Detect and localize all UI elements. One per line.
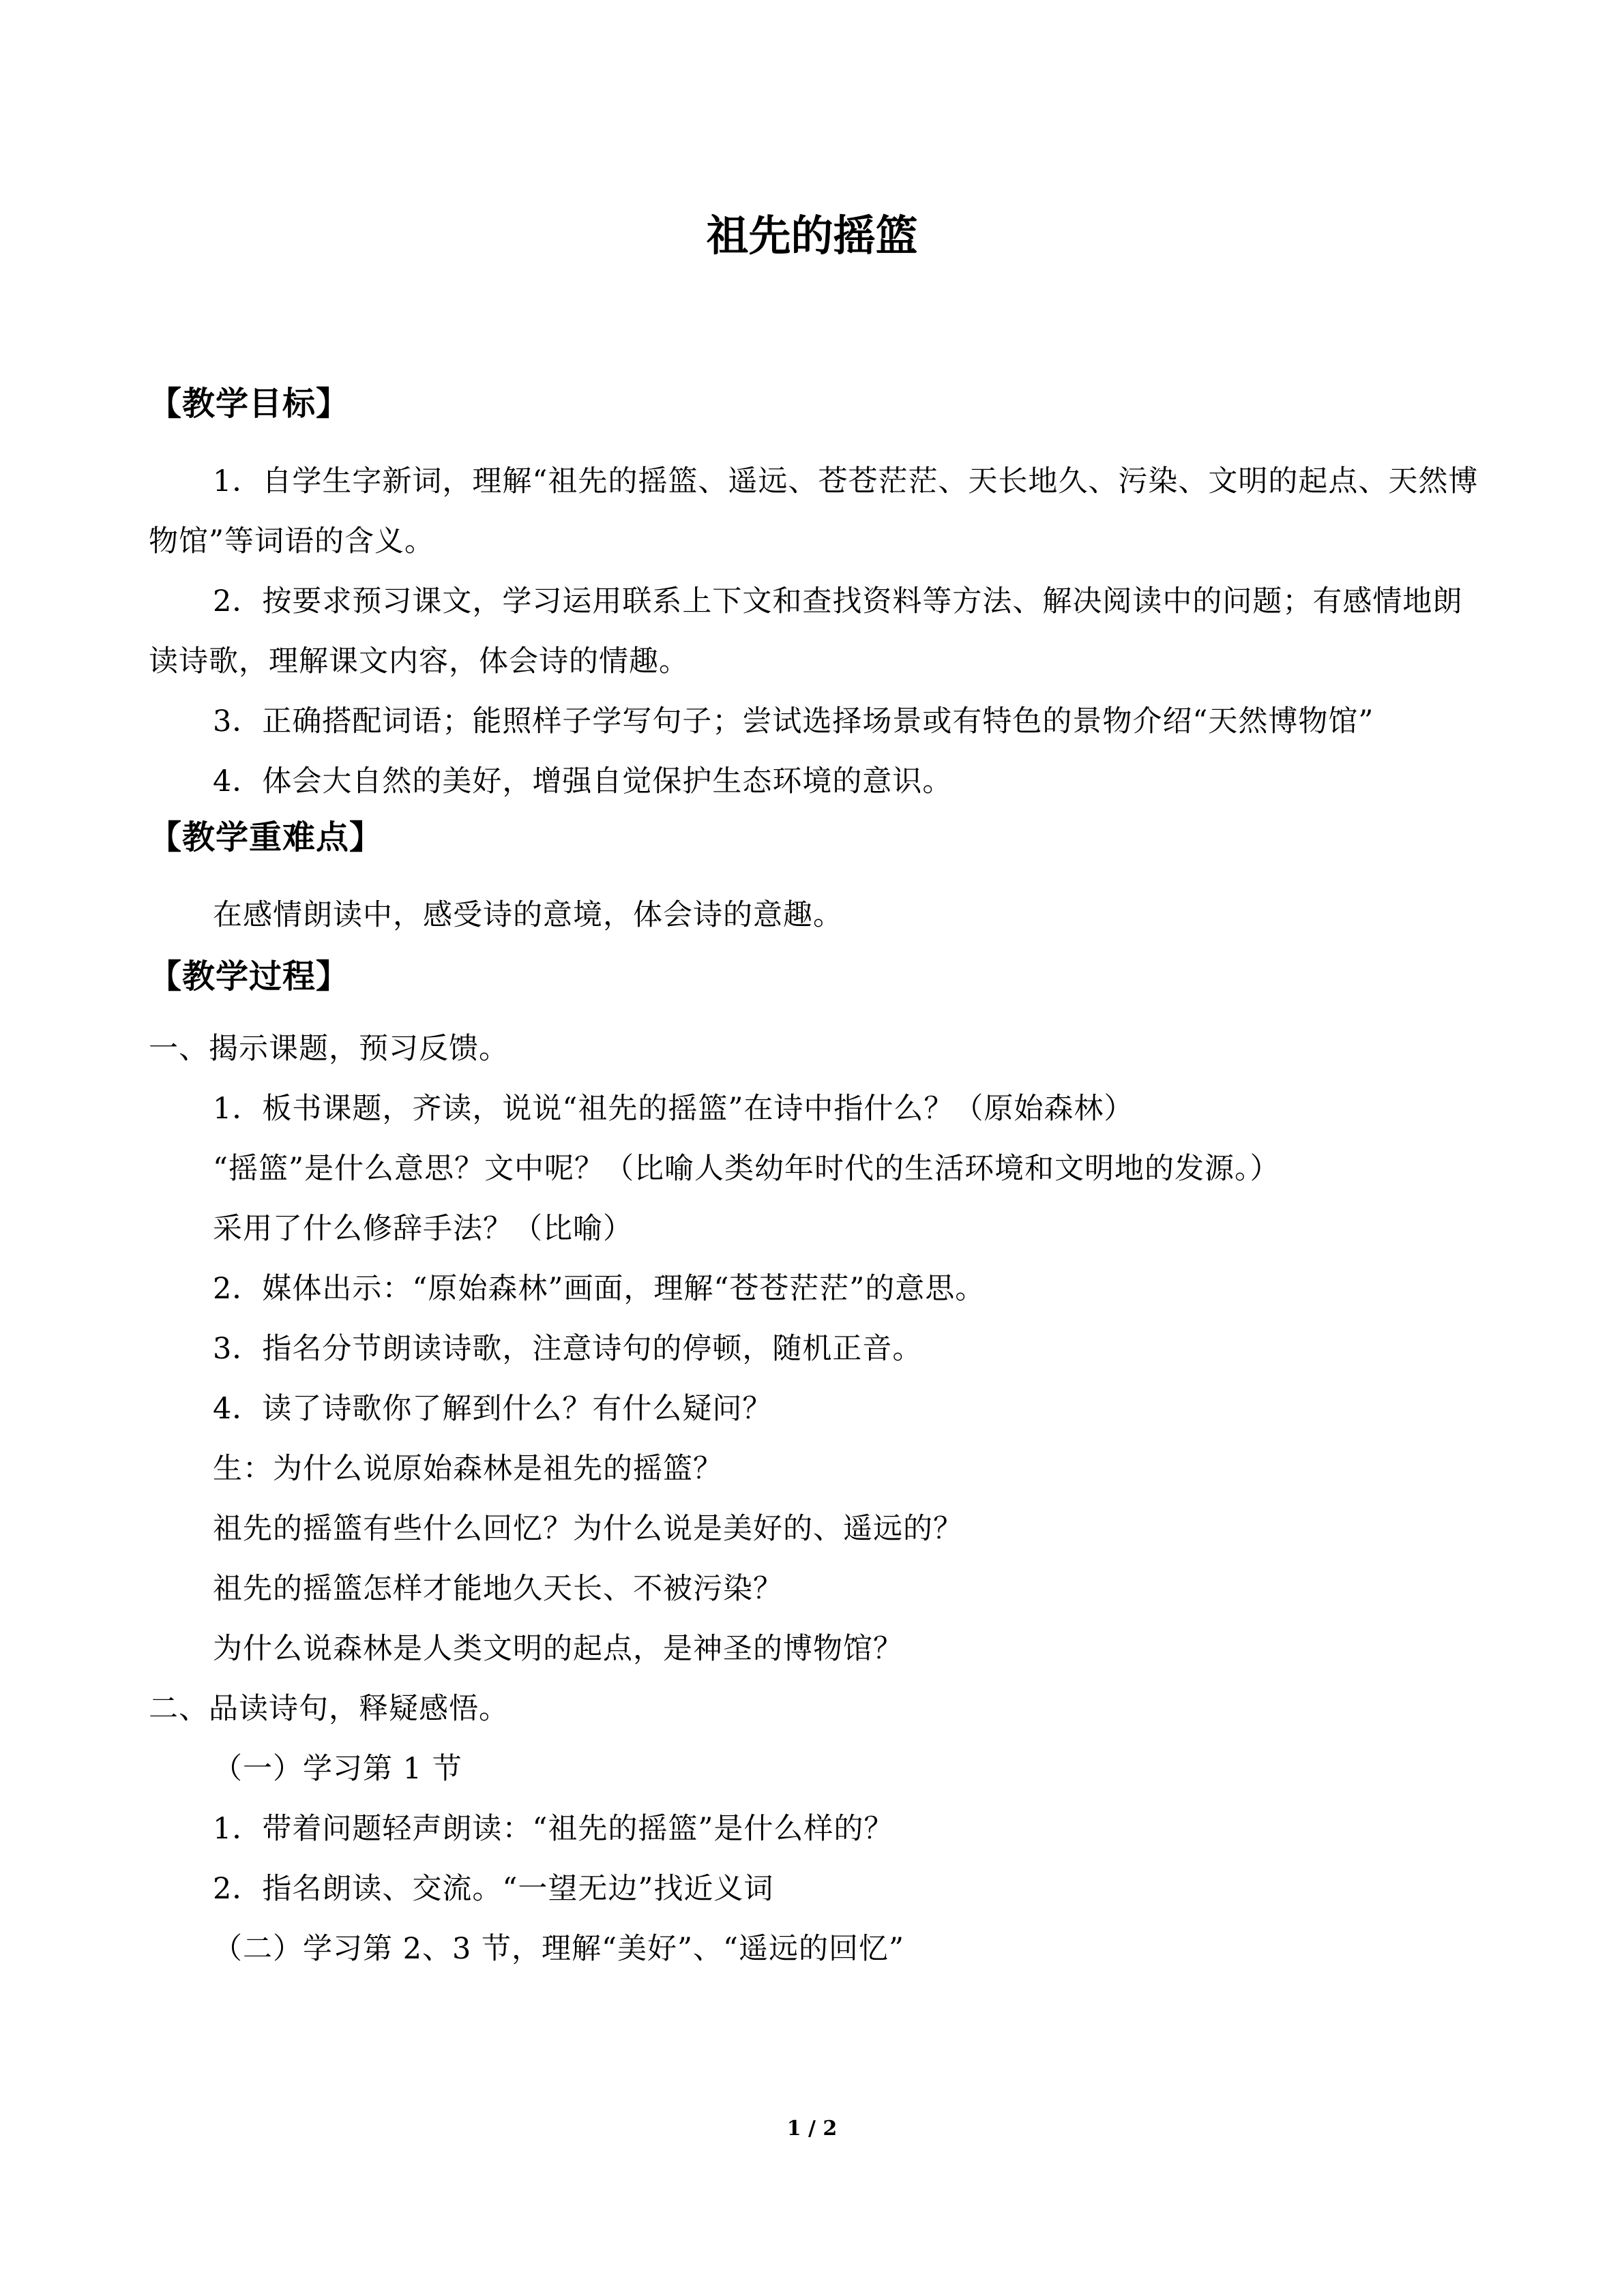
process-part2-title: 二、品读诗句，释疑感悟。 <box>149 1692 509 1726</box>
document-body <box>149 368 1486 1979</box>
goal-item: 2．按要求预习课文，学习运用联系上下文和查找资料等方法、解决阅读中的问题；有感情地朗读诗歌，理解课文内容，体会诗的情趣。 <box>149 584 1463 679</box>
document-title: 祖先的摇篮 <box>706 211 918 260</box>
process-line: 2．指名朗读、交流。“一望无边”找近义词 <box>213 1872 774 1906</box>
goals-heading: 【教学目标】 <box>149 385 350 423</box>
process-line: 采用了什么修辞手法？（比喻） <box>213 1212 633 1246</box>
goal-item: 4．体会大自然的美好，增强自觉保护生态环境的意识。 <box>213 764 953 799</box>
process-line: 生：为什么说原始森林是祖先的摇篮？ <box>213 1452 723 1486</box>
process-line: 祖先的摇篮怎样才能地久天长、不被污染？ <box>213 1572 783 1606</box>
process-line: 1．带着问题轻声朗读：“祖先的摇篮”是什么样的？ <box>213 1812 894 1846</box>
process-line: 祖先的摇篮有些什么回忆？为什么说是美好的、遥远的？ <box>213 1512 963 1546</box>
process-line: “摇篮”是什么意思？文中呢？（比喻人类幼年时代的生活环境和文明地的发源。） <box>213 1152 1280 1186</box>
process-part1-title: 一、揭示课题，预习反馈。 <box>149 1032 509 1066</box>
goal-item: 3．正确搭配词语；能照样子学写句子；尝试选择场景或有特色的景物介绍“天然博物馆” <box>213 704 1374 739</box>
process-heading: 【教学过程】 <box>149 957 350 996</box>
goal-item: 1．自学生字新词，理解“祖先的摇篮、遥远、苍苍茫茫、天长地久、污染、文明的起点、天然博物馆”等词语的含义。 <box>149 464 1479 558</box>
process-line: 为什么说森林是人类文明的起点，是神圣的博物馆？ <box>213 1632 903 1666</box>
process-line: 3．指名分节朗读诗歌，注意诗句的停顿，随机正音。 <box>213 1332 923 1366</box>
page-number: 1 / 2 <box>786 2117 838 2141</box>
process-sub-heading: （二）学习第 2、3 节，理解“美好”、“遥远的回忆” <box>213 1932 904 1966</box>
process-line: 2．媒体出示：“原始森林”画面，理解“苍苍茫茫”的意思。 <box>213 1272 986 1306</box>
process-line: 4．读了诗歌你了解到什么？有什么疑问？ <box>213 1392 773 1426</box>
process-sub-heading: （一）学习第 1 节 <box>213 1752 462 1786</box>
difficulties-text: 在感情朗读中，感受诗的意境，体会诗的意趣。 <box>213 898 843 932</box>
process-line: 1．板书课题，齐读，说说“祖先的摇篮”在诗中指什么？（原始森林） <box>213 1092 1134 1126</box>
difficulties-heading: 【教学重难点】 <box>149 818 383 856</box>
